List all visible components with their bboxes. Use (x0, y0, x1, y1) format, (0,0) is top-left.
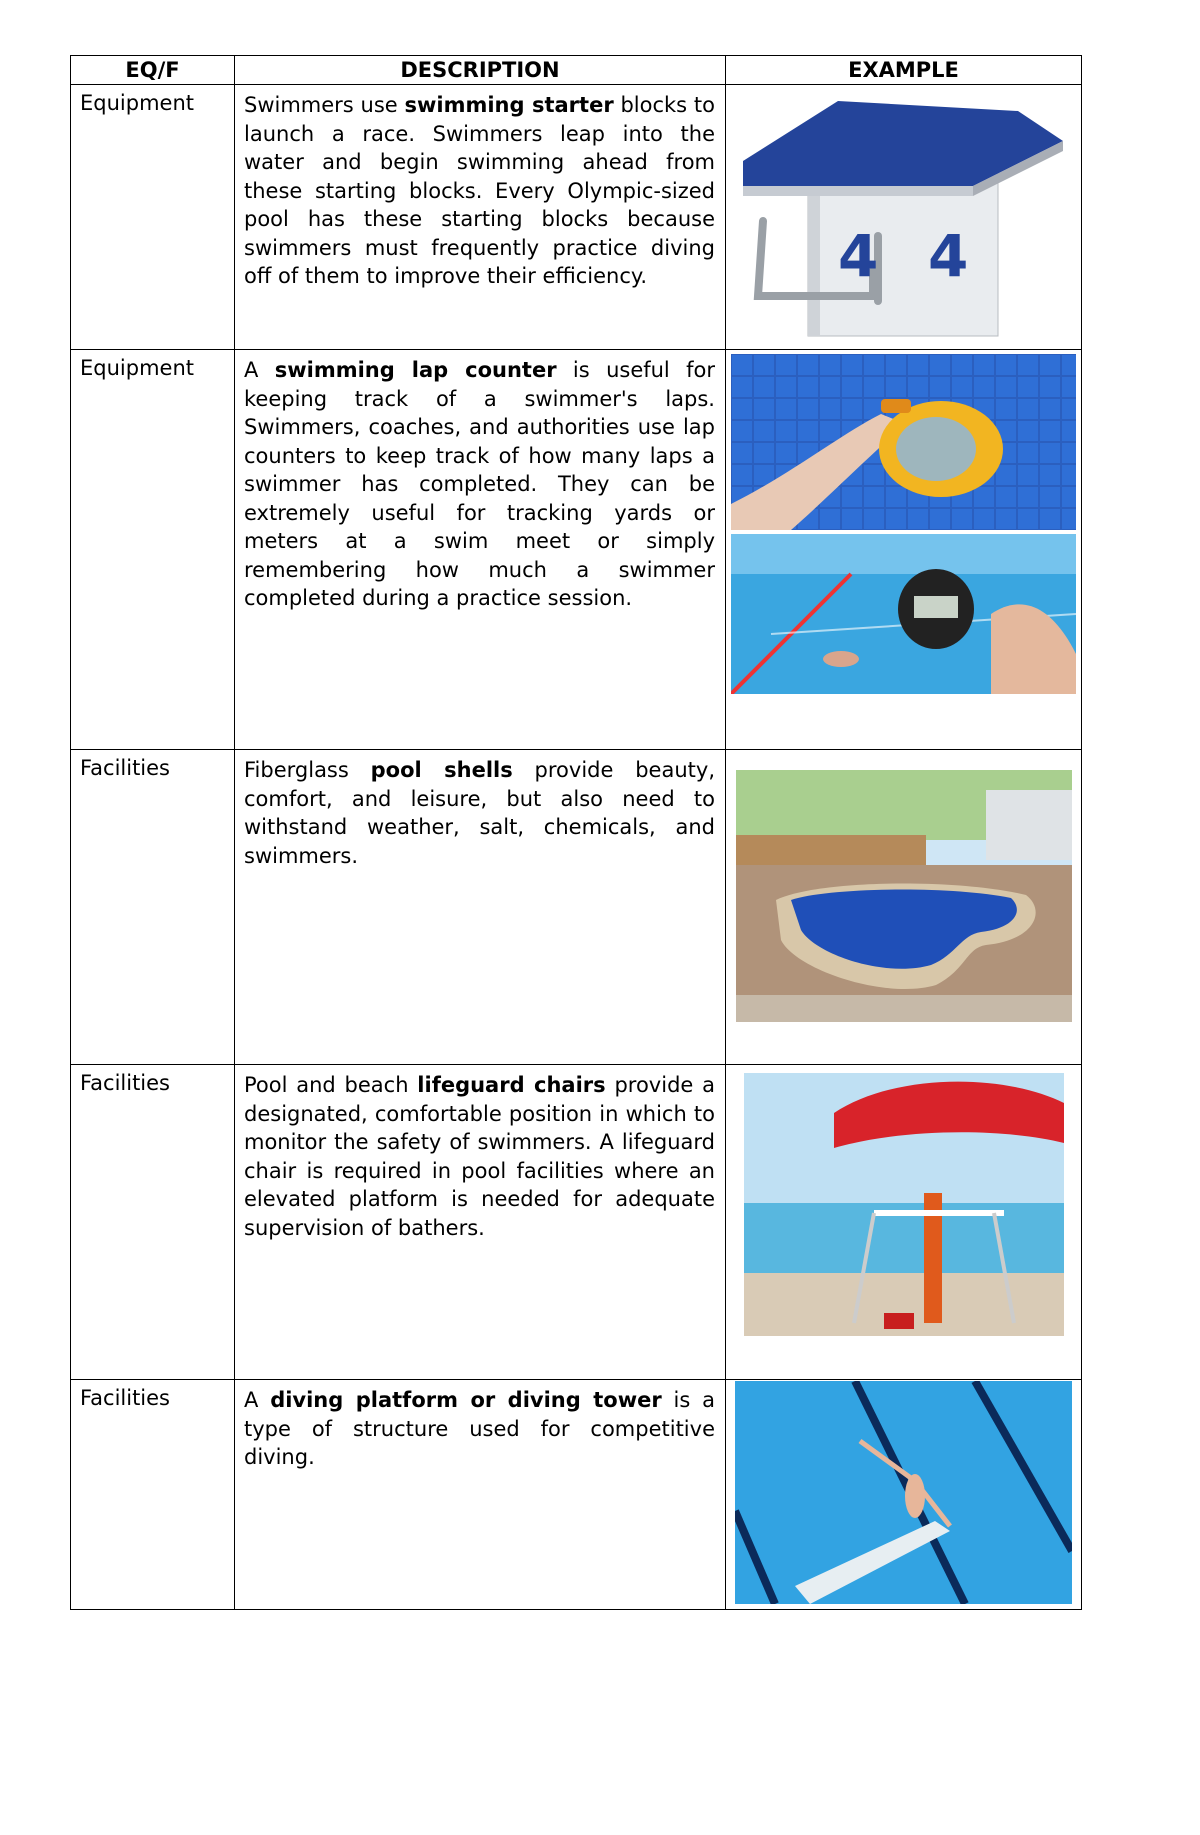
desc-keyword: swimming starter (404, 93, 614, 117)
row-category: Facilities (71, 750, 235, 1065)
block-number-label: 4 (837, 222, 878, 290)
desc-text: provide a designated, comfortable position in which to monitor the safety of swimmers. A lifeguard chair is required in pool facilities where an elevated platform is needed for adequate supervision of bathers. (244, 1073, 715, 1240)
desc-text: is useful for keeping track of a swimmer's laps. Swimmers, coaches, and authorities use lap counters to keep track of how many laps a swimmer has completed. They can be extremely useful for tracking yards or meters at a swim meet or simply remembering how much a swimmer completed during a practice session. (244, 358, 716, 610)
desc-text: A (244, 358, 275, 382)
row-description (235, 350, 726, 750)
table-row (71, 750, 1082, 1065)
desc-keyword: swimming lap counter (274, 358, 557, 382)
desc-keyword: diving platform or diving tower (270, 1388, 662, 1412)
desc-text: is a type of structure used for competitive diving. (244, 1388, 715, 1469)
row-example (726, 1065, 1082, 1380)
row-category: Equipment (71, 85, 235, 350)
row-category: Facilities (71, 1065, 235, 1380)
row-example (726, 350, 1082, 750)
row-category: Equipment (71, 350, 235, 750)
table-header-row (71, 56, 1082, 85)
table-row (71, 350, 1082, 750)
lifeguard-chair-image (744, 1073, 1064, 1336)
row-description (235, 750, 726, 1065)
table-row (71, 85, 1082, 350)
pool-shell-image (736, 770, 1072, 1022)
row-example (726, 85, 1082, 350)
row-example (726, 750, 1082, 1065)
table-row (71, 1065, 1082, 1380)
block-number-label: 4 (927, 222, 968, 290)
row-description (235, 1065, 726, 1380)
desc-keyword: lifeguard chairs (417, 1073, 606, 1097)
desc-text: Fiberglass (244, 758, 371, 782)
desc-text: Pool and beach (244, 1073, 418, 1097)
desc-text: Swimmers use (244, 93, 405, 117)
diving-platform-image (735, 1381, 1072, 1604)
row-category: Facilities (71, 1380, 235, 1610)
equipment-facilities-table (70, 55, 1082, 1610)
header-example: EXAMPLE (726, 56, 1082, 85)
row-description (235, 1380, 726, 1610)
desc-text: blocks to launch a race. Swimmers leap into the water and begin swimming ahead from these starting blocks. Every Olympic-sized pool has these starting blocks because swimmers must frequently practice diving off of them to improve their efficiency. (244, 93, 715, 288)
starting-block-image (728, 91, 1080, 341)
row-example (726, 1380, 1082, 1610)
header-description: DESCRIPTION (235, 56, 726, 85)
table-row (71, 1380, 1082, 1610)
header-eqf: EQ/F (71, 56, 235, 85)
lap-counter-image (731, 354, 1076, 530)
row-description (235, 85, 726, 350)
stopwatch-image (731, 534, 1076, 694)
desc-keyword: pool shells (370, 758, 513, 782)
desc-text: A (244, 1388, 271, 1412)
desc-text: provide beauty, comfort, and leisure, but also need to withstand weather, salt, chemicals, and swimmers. (244, 758, 715, 868)
